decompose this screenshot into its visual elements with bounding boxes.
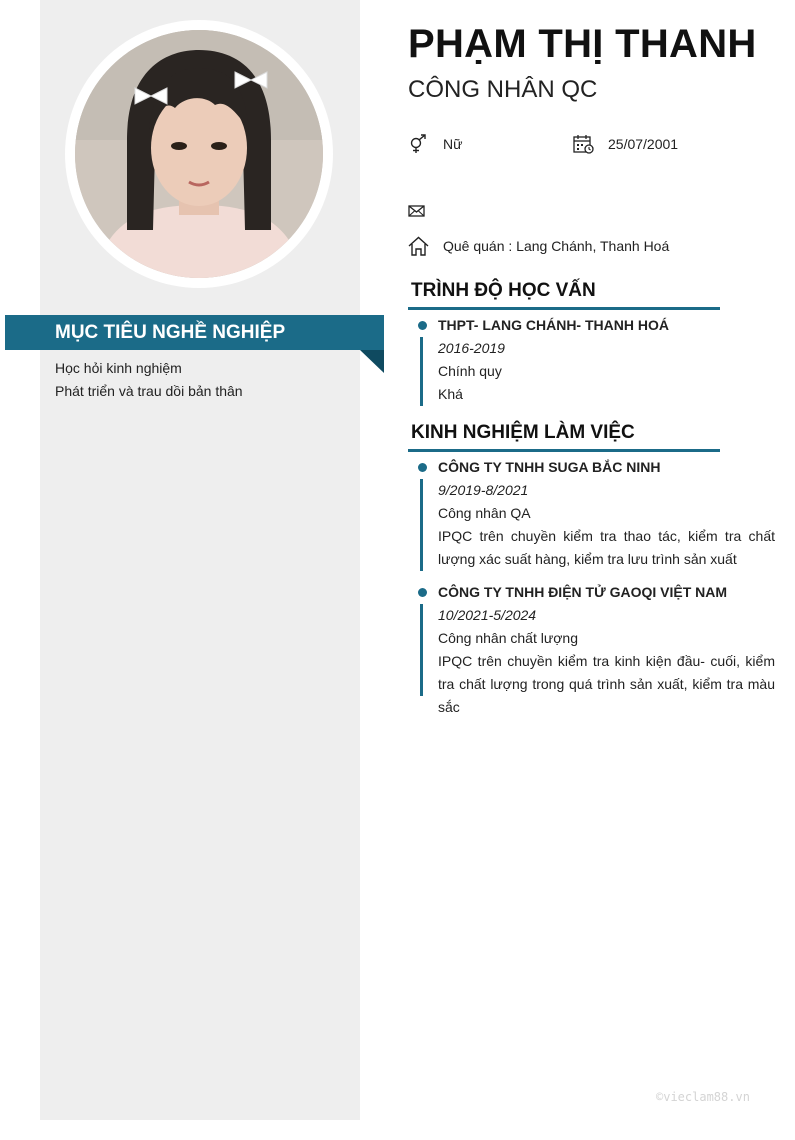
calendar-icon bbox=[573, 134, 594, 154]
experience-period: 9/2019-8/2021 bbox=[438, 482, 529, 498]
candidate-name: PHẠM THỊ THANH bbox=[408, 22, 757, 66]
gender-row bbox=[408, 134, 462, 154]
avatar bbox=[75, 30, 323, 278]
avatar-frame bbox=[65, 20, 333, 288]
gender-icon bbox=[408, 134, 429, 154]
objective-line: Học hỏi kinh nghiệm bbox=[55, 360, 182, 376]
objective-text bbox=[55, 357, 243, 403]
timeline-dot bbox=[418, 588, 427, 597]
education-type: Chính quy bbox=[438, 363, 502, 379]
objective-ribbon bbox=[5, 315, 384, 350]
email-row bbox=[408, 204, 439, 218]
home-icon bbox=[408, 236, 429, 256]
objective-line: Phát triển và trau dồi bản thân bbox=[55, 383, 243, 399]
email-icon bbox=[408, 204, 425, 218]
job-title: CÔNG NHÂN QC bbox=[408, 76, 598, 103]
education-underline bbox=[408, 307, 720, 310]
experience-entry bbox=[418, 581, 775, 715]
company-name: CÔNG TY TNHH SUGA BẮC NINH bbox=[438, 459, 661, 475]
birthday-row bbox=[573, 134, 678, 154]
objective-title: MỤC TIÊU NGHỀ NGHIỆP bbox=[55, 322, 286, 343]
experience-description: IPQC trên chuyền kiểm tra kinh kiện đầu- cuối, kiểm tra chất lượng trong quá trình sản xuất, kiểm tra màu sắc bbox=[438, 653, 775, 715]
hometown-value: Quê quán : Lang Chánh, Thanh Hoá bbox=[443, 238, 670, 254]
school-name: THPT- LANG CHÁNH- THANH HOÁ bbox=[438, 317, 669, 333]
timeline-dot bbox=[418, 463, 427, 472]
timeline-line bbox=[420, 337, 423, 406]
education-entry bbox=[418, 314, 775, 408]
education-period: 2016-2019 bbox=[438, 340, 505, 356]
birthday-value: 25/07/2001 bbox=[608, 136, 679, 152]
experience-entry bbox=[418, 456, 775, 574]
timeline-line bbox=[420, 479, 423, 571]
experience-period: 10/2021-5/2024 bbox=[438, 607, 537, 623]
hometown-row bbox=[408, 236, 669, 256]
experience-underline bbox=[408, 449, 720, 452]
education-grade: Khá bbox=[438, 386, 463, 402]
company-name: CÔNG TY TNHH ĐIỆN TỬ GAOQI VIỆT NAM bbox=[438, 584, 728, 600]
experience-role: Công nhân chất lượng bbox=[438, 630, 578, 646]
timeline-line bbox=[420, 604, 423, 696]
gender-value: Nữ bbox=[443, 136, 463, 152]
experience-description: IPQC trên chuyền kiểm tra thao tác, kiểm tra chất lượng xác suất hàng, kiểm tra lưu trình sản xuất bbox=[438, 528, 775, 567]
ribbon-fold bbox=[360, 350, 384, 373]
education-title: TRÌNH ĐỘ HỌC VẤN bbox=[411, 280, 596, 301]
watermark: ©vieclam88.vn bbox=[656, 1090, 750, 1104]
timeline-dot bbox=[418, 321, 427, 330]
experience-title: KINH NGHIỆM LÀM VIỆC bbox=[411, 422, 635, 443]
experience-role: Công nhân QA bbox=[438, 505, 531, 521]
